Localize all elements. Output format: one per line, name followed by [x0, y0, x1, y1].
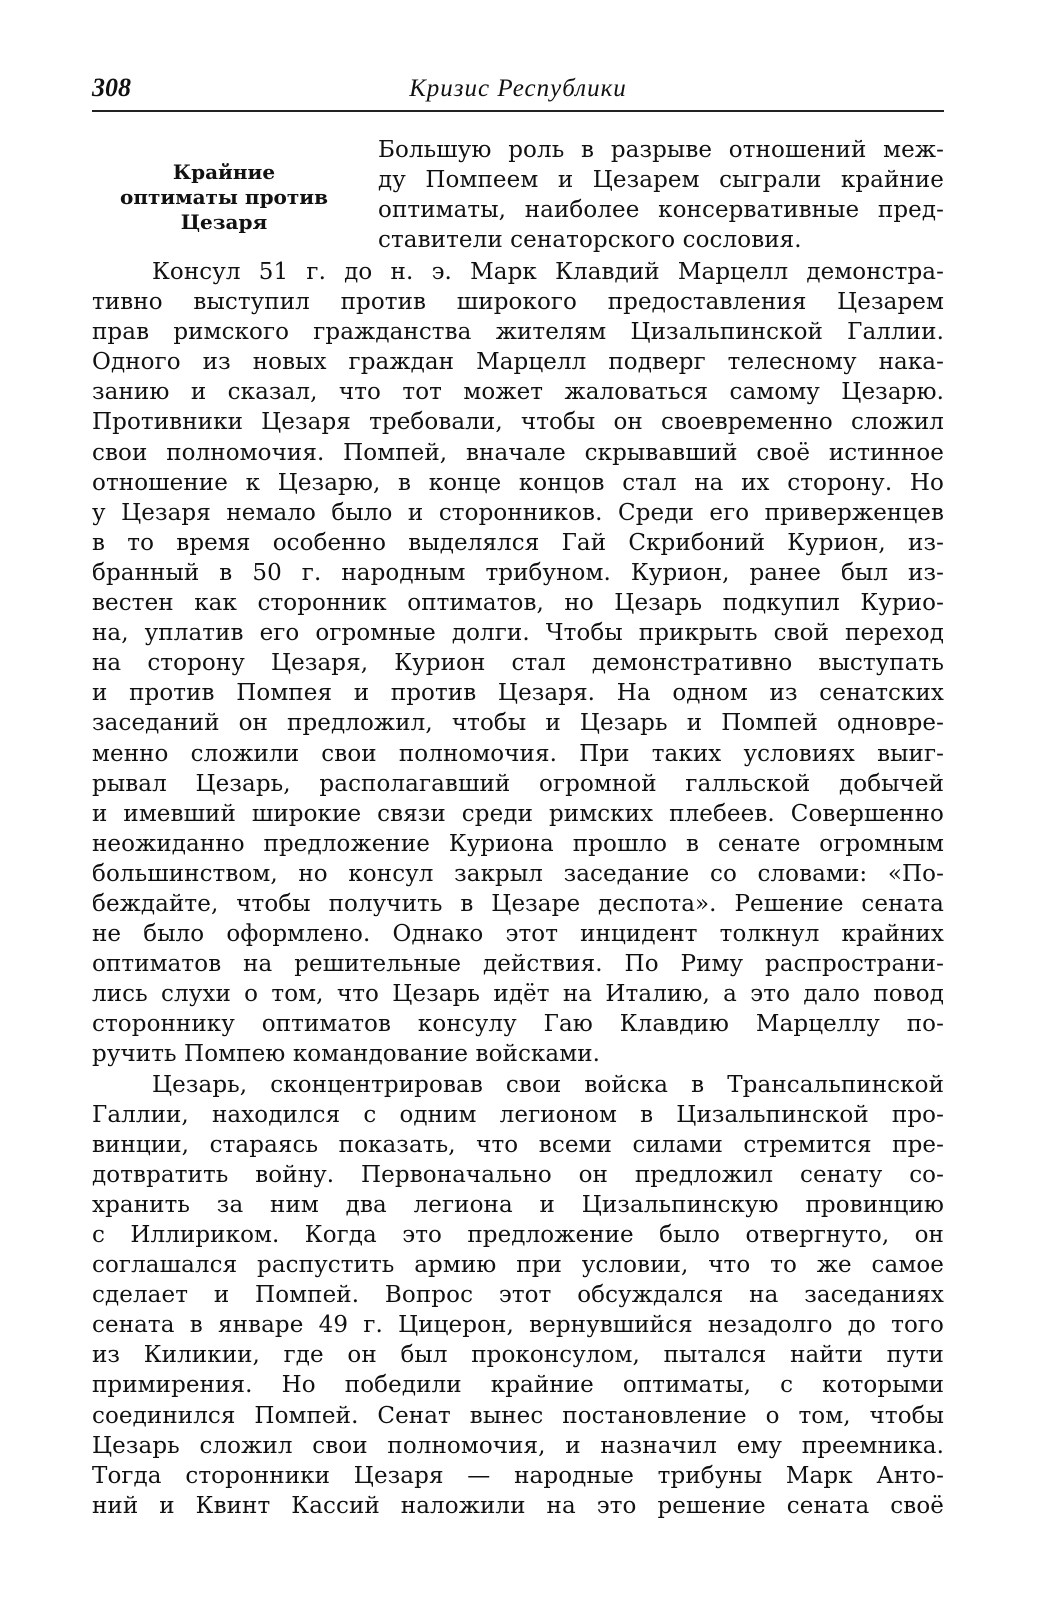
text-line: бранный в 50 г. народным трибуном. Курион, ранее был из-: [92, 559, 944, 586]
text-line: Большую роль в разрыве отношений меж-: [378, 137, 944, 163]
text-line: неожиданно предложение Куриона прошло в сенате огромным: [92, 830, 944, 857]
text-line: ний и Квинт Кассий наложили на это решение сената своё: [92, 1492, 944, 1519]
margin-note: [100, 160, 348, 235]
text-line: сделает и Помпей. Вопрос этот обсуждался на заседаниях: [92, 1282, 944, 1309]
text-line: Цезарь, сконцентрировав свои войска в Трансальпинской: [152, 1071, 944, 1098]
text-line: рывал Цезарь, располагавший огромной галльской добычей: [92, 770, 944, 797]
text-line: у Цезаря немало было и сторонников. Среди его приверженцев: [92, 499, 944, 526]
text-line: прав римского гражданства жителям Цизальпинской Галлии.: [92, 319, 944, 346]
text-line: Противники Цезаря требовали, чтобы он своевременно сложил: [92, 409, 944, 436]
text-line: не было оформлено. Однако этот инцидент толкнул крайних: [92, 921, 944, 948]
running-title: Кризис Республики: [409, 75, 627, 102]
text-line: хранить за ним два легиона и Цизальпинскую провинцию: [92, 1191, 944, 1218]
text-line: отношение к Цезарю, в конце концов стал на их сторону. Но: [92, 469, 944, 496]
text-line: на, уплатив его огромные долги. Чтобы прикрыть свой переход: [92, 620, 944, 647]
text-line: тивно выступил против широкого предоставления Цезарем: [92, 289, 944, 316]
text-line: оптиматы, наиболее консервативные пред-: [378, 197, 944, 224]
text-line: большинством, но консул закрыл заседание со словами: «По-: [92, 860, 944, 887]
text-line: Одного из новых граждан Марцелл подверг телесному нака-: [92, 349, 944, 376]
text-line: Тогда сторонники Цезаря — народные трибуны Марк Анто-: [92, 1462, 944, 1489]
text-line: оптиматов на решительные действия. По Риму распространи-: [92, 951, 944, 978]
text-line: дотвратить войну. Первоначально он предложил сенату со-: [92, 1161, 944, 1188]
text-line: менно сложили свои полномочия. При таких условиях выиг-: [92, 740, 944, 767]
text-line: соглашался распустить армию при условии, что то же самое: [92, 1252, 944, 1279]
text-line: винции, стараясь показать, что всеми силами стремится пре-: [92, 1131, 944, 1158]
text-line: ду Помпеем и Цезарем сыграли крайние: [378, 167, 944, 194]
text-line: стороннику оптиматов консулу Гаю Клавдию Марцеллу по-: [92, 1011, 944, 1038]
text-line: на сторону Цезаря, Курион стал демонстративно выступать: [92, 650, 944, 677]
body-text: [92, 257, 944, 1521]
page-number: 308: [92, 73, 131, 102]
text-line: Консул 51 г. до н. э. Марк Клавдий Марцелл демонстра-: [152, 259, 944, 285]
text-line: Галлии, находился с одним легионом в Цизальпинской про-: [92, 1101, 944, 1128]
intro-paragraph: [378, 135, 944, 255]
text-line: с Иллириком. Когда это предложение было отвергнуто, он: [92, 1222, 944, 1248]
page-header: [92, 73, 944, 107]
text-line: в то время особенно выделялся Гай Скрибоний Курион, из-: [92, 529, 944, 556]
text-line: ручить Помпею командование войсками.: [92, 1041, 601, 1068]
text-line: свои полномочия. Помпей, вначале скрывавший своё истинное: [92, 439, 944, 466]
text-line: и против Помпея и против Цезаря. На одном из сенатских: [92, 680, 944, 707]
text-line: сената в январе 49 г. Цицерон, вернувшийся незадолго до того: [92, 1312, 944, 1339]
margin-note-line: Цезаря: [180, 210, 268, 234]
header-rule: [92, 110, 944, 112]
text-line: Цезарь сложил свои полномочия, и назначил ему преемника.: [92, 1432, 944, 1459]
text-line: ставители сенаторского сословия.: [378, 227, 802, 254]
text-line: заседаний он предложил, чтобы и Цезарь и Помпей одновре-: [92, 710, 944, 737]
text-line: занию и сказал, что тот может жаловаться самому Цезарю.: [92, 379, 944, 406]
text-line: беждайте, чтобы получить в Цезаре деспота». Решение сената: [92, 890, 944, 917]
text-line: и имевший широкие связи среди римских плебеев. Совершенно: [92, 800, 944, 827]
text-line: вестен как сторонник оптиматов, но Цезарь подкупил Курио-: [92, 590, 944, 617]
text-line: из Киликии, где он был проконсулом, пытался найти пути: [92, 1342, 944, 1369]
text-line: соединился Помпей. Сенат вынес постановление о том, чтобы: [92, 1402, 944, 1429]
margin-note-line: Крайние: [172, 160, 276, 184]
text-line: лись слухи о том, что Цезарь идёт на Италию, а это дало повод: [92, 981, 944, 1008]
margin-note-line: оптиматы против: [119, 185, 329, 209]
text-line: примирения. Но победили крайние оптиматы, с которыми: [92, 1372, 944, 1399]
